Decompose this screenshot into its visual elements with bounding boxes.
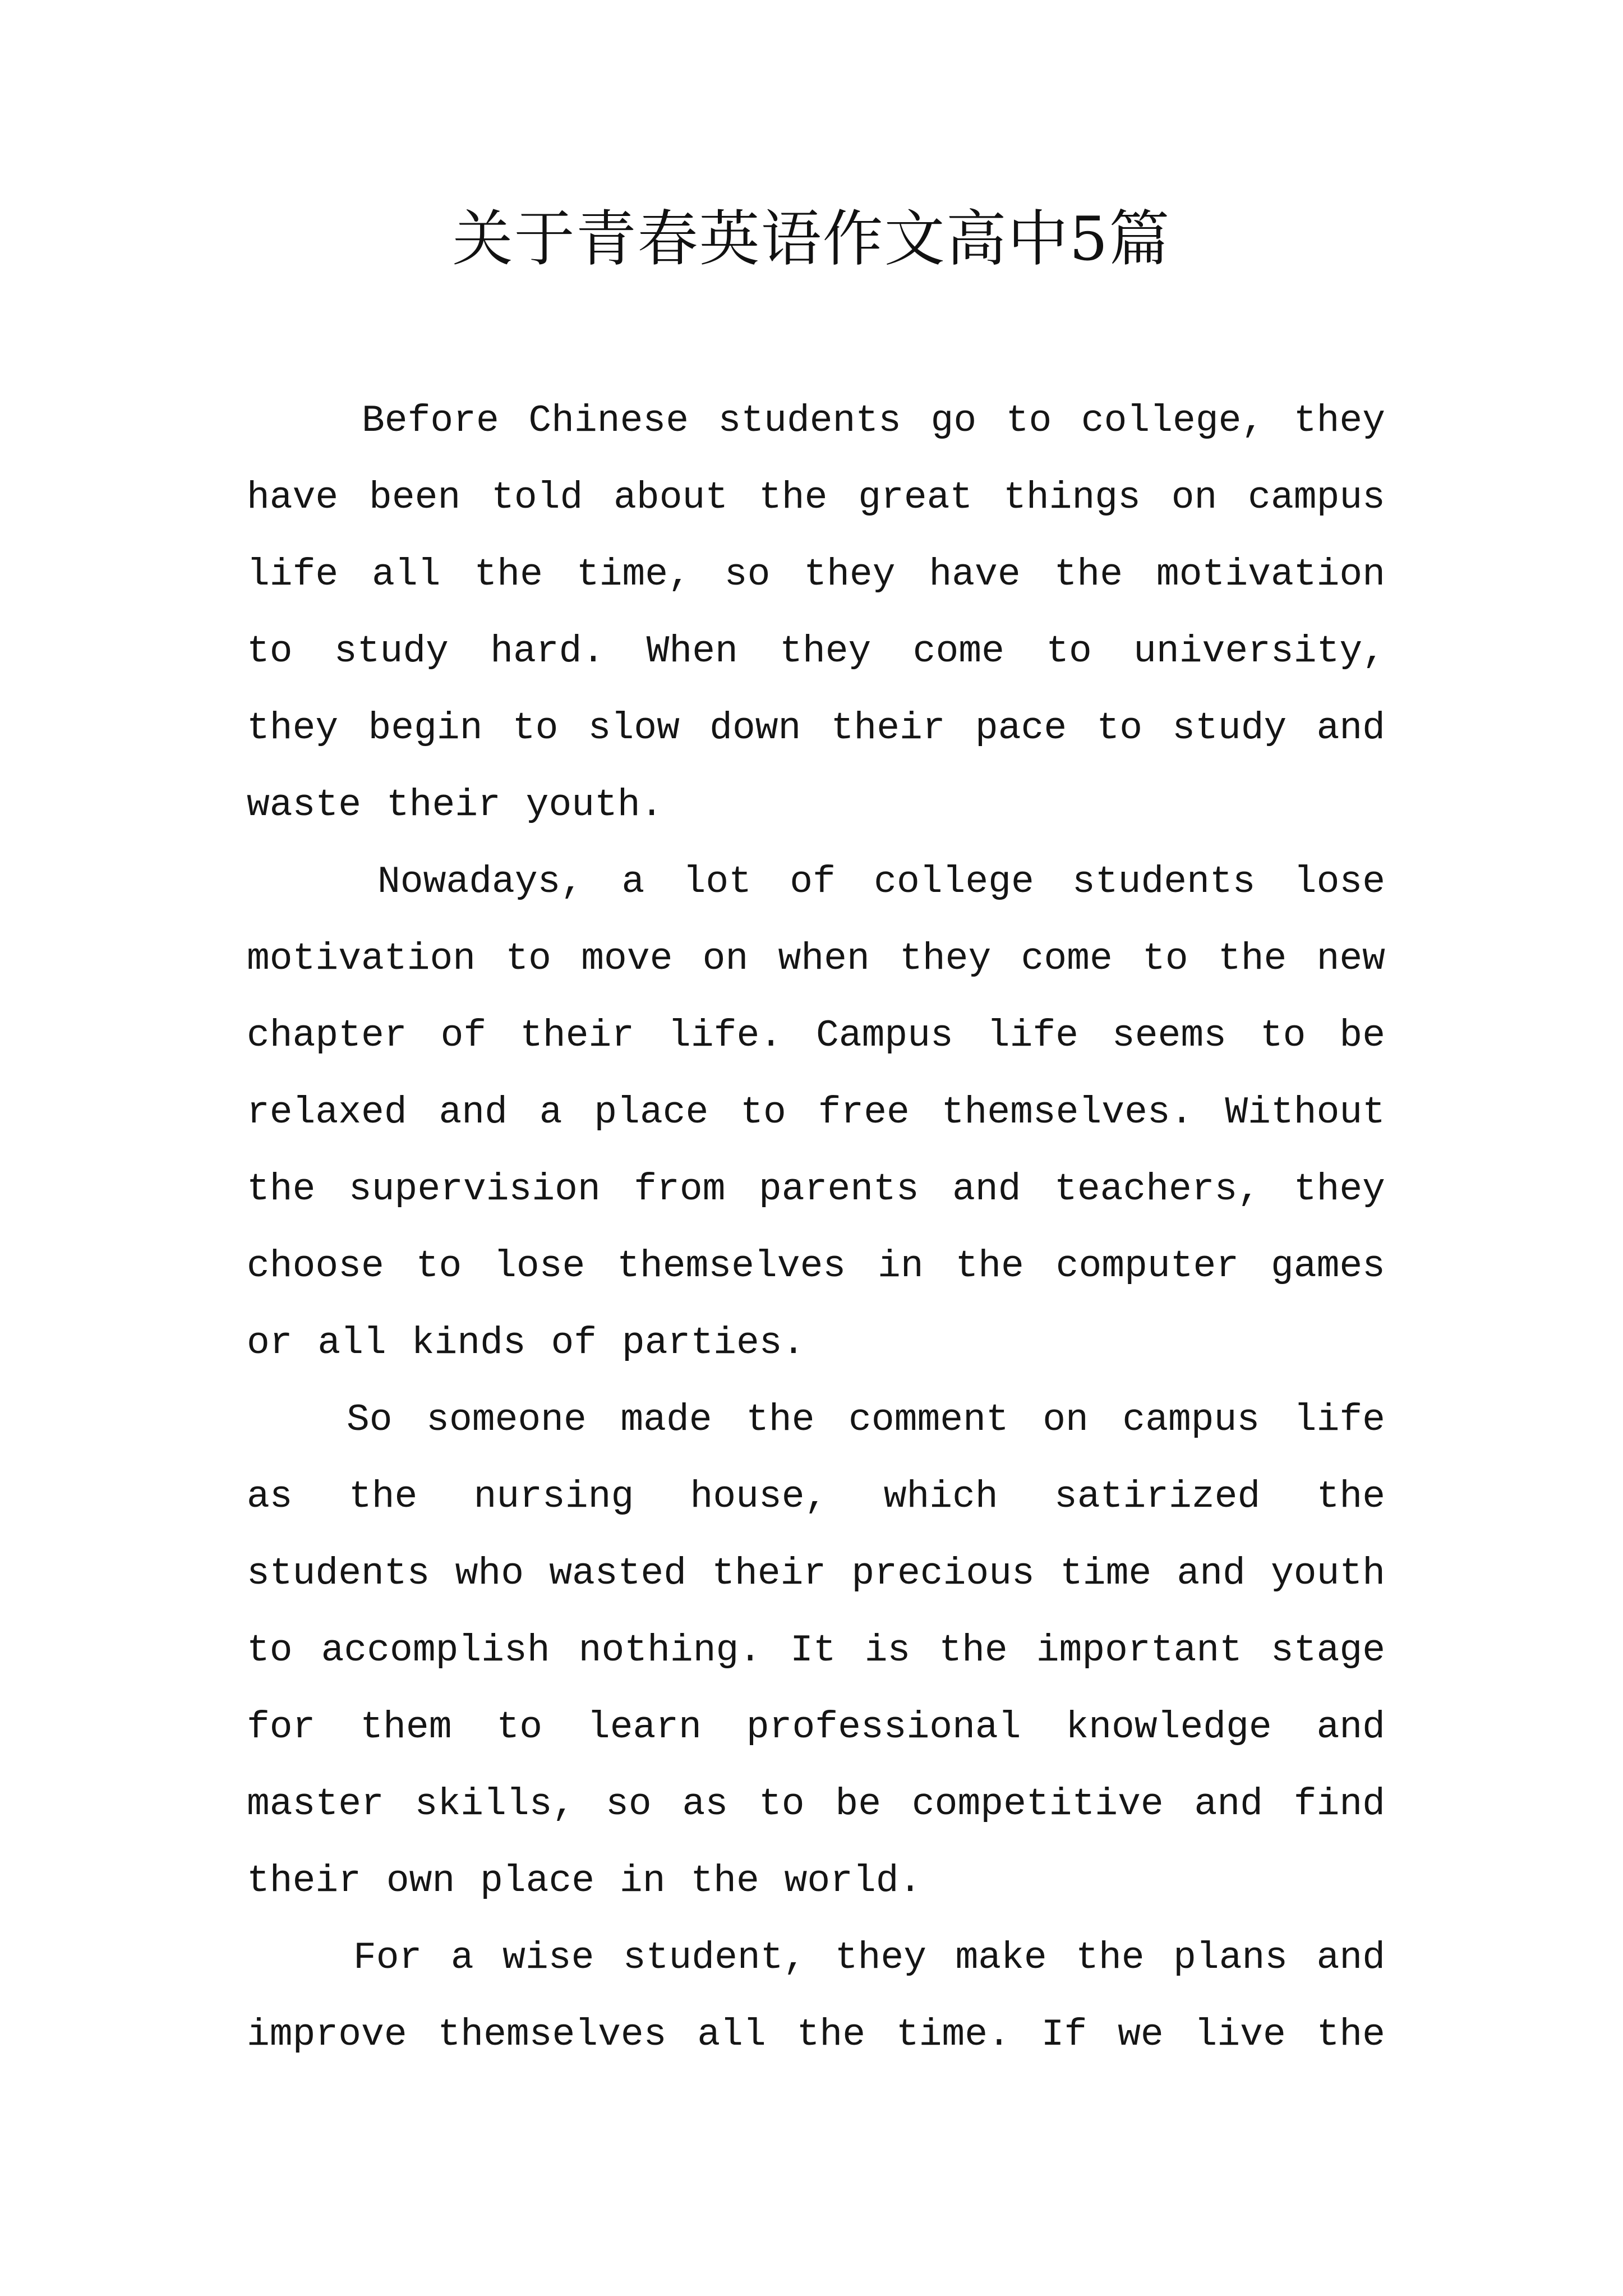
paragraph-2: Nowadays, a lot of college students lose motivation to move on when they come to the new chapter of their life. Campus life seems to be relaxed and a place to free themselves. Without the supervision from parents and teachers, they choose to lose themselves in the computer games or all kinds of parties. [247,861,1385,1365]
paragraph-1: Before Chinese students go to college, they have been told about the great things on campus life all the time, so they have the motivation to study hard. When they come to university, they begin to slow down their pace to study and waste their youth. [247,399,1385,827]
document-body [247,383,1385,2073]
document-title: 关于青春英语作文高中5篇 [452,204,1171,274]
paragraph-4: For a wise student, they make the plans and improve themselves all the time. If we live the [247,1936,1385,2056]
paragraph-3: So someone made the comment on campus life as the nursing house, which satirized the students who wasted their precious time and youth to accomplish nothing. It is the important stage for them to learn professional knowledge and master skills, so as to be competitive and find their own place in the world. [247,1398,1385,1903]
